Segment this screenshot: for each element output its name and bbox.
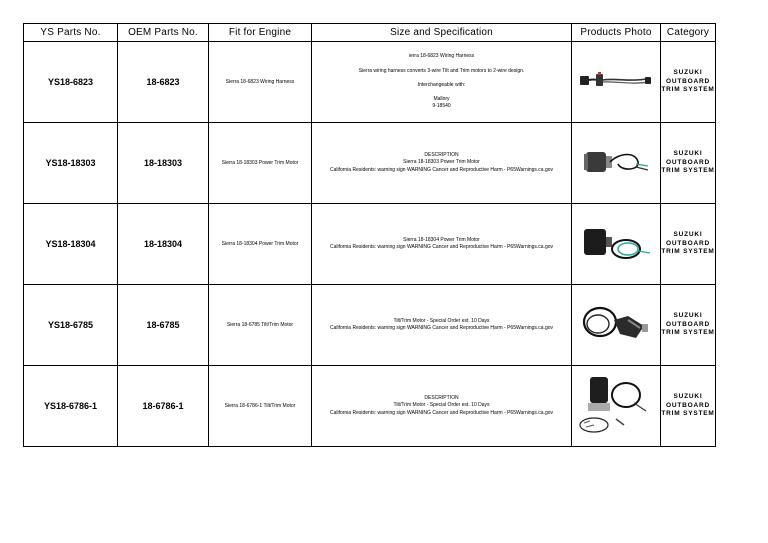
fit-for-engine: Sierra 18-6823 Wiring Harness bbox=[209, 42, 312, 123]
fit-for-engine: Sierra 18-6785 Tilt/Trim Motor bbox=[209, 285, 312, 366]
ys-parts-no: YS18-6785 bbox=[24, 285, 118, 366]
table-row bbox=[24, 285, 716, 366]
product-photo bbox=[572, 366, 661, 447]
header-products-photo: Products Photo bbox=[572, 24, 661, 42]
ys-parts-no: YS18-18304 bbox=[24, 204, 118, 285]
parts-table bbox=[23, 23, 716, 447]
specification bbox=[312, 42, 572, 123]
header-fit-for-engine: Fit for Engine bbox=[209, 24, 312, 42]
table-row bbox=[24, 366, 716, 447]
product-photo bbox=[572, 42, 661, 123]
category: SUZUKI OUTBOARD TRIM SYSTEM bbox=[661, 123, 716, 204]
ys-parts-no: YS18-6786-1 bbox=[24, 366, 118, 447]
spec-line: California Residents: warning sign WARNING Cancer and Reproductive Harm - P65Warnings.ca.gov bbox=[329, 409, 554, 416]
category: SUZUKI OUTBOARD TRIM SYSTEM bbox=[661, 42, 716, 123]
specification bbox=[312, 366, 572, 447]
oem-parts-no: 18-18303 bbox=[118, 123, 209, 204]
oem-parts-no: 18-6823 bbox=[118, 42, 209, 123]
trim-motor-icon bbox=[576, 219, 656, 269]
ys-parts-no: YS18-18303 bbox=[24, 123, 118, 204]
spec-line: DESCRIPTION bbox=[424, 395, 459, 402]
spec-line: DESCRIPTION bbox=[424, 152, 459, 159]
specification bbox=[312, 285, 572, 366]
product-photo bbox=[572, 123, 661, 204]
header-ys-parts-no: YS Parts No. bbox=[24, 24, 118, 42]
fit-for-engine: Sierra 18-18304 Power Trim Motor bbox=[209, 204, 312, 285]
spec-line: Sierra 18-18304 Power Trim Motor bbox=[403, 236, 480, 243]
spec-line: California Residents: warning sign WARNING Cancer and Reproductive Harm - P65Warnings.ca.gov bbox=[329, 166, 554, 173]
spec-line: Interchangeable with: bbox=[417, 81, 466, 88]
spec-line: Sierra 18-18303 Power Trim Motor bbox=[403, 159, 480, 166]
spec-line: ierra 18-6823 Wiring Harness bbox=[408, 53, 475, 60]
category: SUZUKI OUTBOARD TRIM SYSTEM bbox=[661, 204, 716, 285]
category: SUZUKI OUTBOARD TRIM SYSTEM bbox=[661, 285, 716, 366]
tilt-trim-motor-icon bbox=[576, 298, 656, 352]
oem-parts-no: 18-18304 bbox=[118, 204, 209, 285]
header-oem-parts-no: OEM Parts No. bbox=[118, 24, 209, 42]
table-row bbox=[24, 42, 716, 123]
oem-parts-no: 18-6785 bbox=[118, 285, 209, 366]
product-photo bbox=[572, 285, 661, 366]
spec-line: Mallory bbox=[433, 96, 450, 103]
oem-parts-no: 18-6786-1 bbox=[118, 366, 209, 447]
header-row bbox=[24, 24, 716, 42]
product-photo bbox=[572, 204, 661, 285]
header-category: Category bbox=[661, 24, 716, 42]
specification bbox=[312, 123, 572, 204]
spec-line: 9-18540 bbox=[432, 103, 451, 110]
spec-line: Tilt/Trim Motor - Special Order est. 10 Days bbox=[393, 402, 490, 409]
table-row bbox=[24, 204, 716, 285]
trim-motor-icon bbox=[576, 140, 656, 186]
spec-line: California Residents: warning sign WARNING Cancer and Reproductive Harm - P65Warnings.ca.gov bbox=[329, 244, 554, 250]
fit-for-engine: Sierra 18-18303 Power Trim Motor bbox=[209, 123, 312, 204]
ys-parts-no: YS18-6823 bbox=[24, 42, 118, 123]
table-row bbox=[24, 123, 716, 204]
header-size-specification: Size and Specification bbox=[312, 24, 572, 42]
wiring-harness-icon bbox=[576, 62, 656, 102]
spec-line: California Residents: warning sign WARNING Cancer and Reproductive Harm - P65Warnings.ca.gov bbox=[329, 325, 554, 331]
specification bbox=[312, 204, 572, 285]
spec-line: Sierra wiring harness converts 3-wire Tilt and Trim motors to 2-wire design. bbox=[358, 67, 525, 74]
tilt-trim-motor-icon bbox=[576, 373, 656, 439]
category: SUZUKI OUTBOARD TRIM SYSTEM bbox=[661, 366, 716, 447]
spec-line: Tilt/Trim Motor - Special Order est. 10 Days bbox=[393, 317, 490, 324]
fit-for-engine: Sierra 18-6786-1 Tilt/Trim Motor bbox=[209, 366, 312, 447]
